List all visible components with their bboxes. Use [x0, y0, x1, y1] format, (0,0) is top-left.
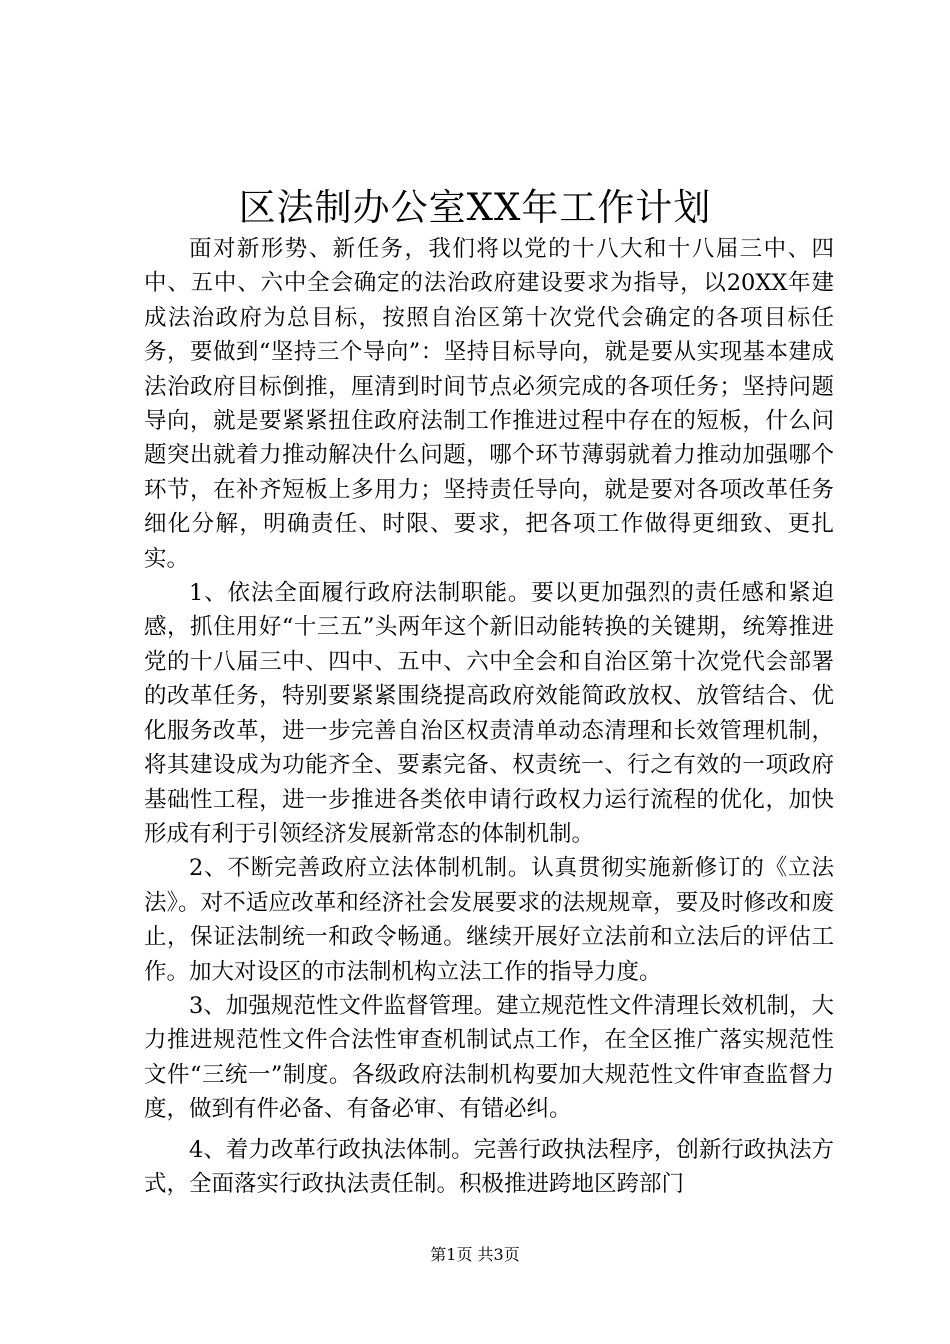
- paragraph-item-1: 1、依法全面履行政府法制职能。要以更加强烈的责任感和紧迫感，抓住用好“十三五”头两年这个新旧动能转换的关键期，统筹推进党的十八届三中、四中、五中、六中全会和自治区第十次党代会部署的改革任务，特别要紧紧围绕提高政府效能简政放权、放管结合、优化服务改革，进一步完善自治区权责清单动态清理和长效管理机制，将其建设成为功能齐全、要素完备、权责统一、行之有效的一项政府基础性工程，进一步推进各类依申请行政权力运行流程的优化，加快形成有利于引领经济发展新常态的体制机制。: [144, 580, 834, 847]
- document-title: 区法制办公室XX年工作计划: [238, 186, 712, 229]
- paragraph-item-4: 4、着力改革行政执法体制。完善行政执法程序，创新行政执法方式，全面落实行政执法责任制。积极推进跨地区跨部门: [144, 1136, 834, 1197]
- paragraph-item-3: 3、加强规范性文件监督管理。建立规范性文件清理长效机制，大力推进规范性文件合法性审查机制试点工作，在全区推广落实规范性文件“三统一”制度。各级政府法制机构要加大规范性文件审查监督力度，做到有件必备、有备必审、有错必纠。: [144, 992, 834, 1123]
- paragraph-item-2: 2、不断完善政府立法体制机制。认真贯彻实施新修订的《立法法》。对不适应改革和经济社会发展要求的法规规章，要及时修改和废止，保证法制统一和政令畅通。继续开展好立法前和立法后的评估工作。加大对设区的市法制机构立法工作的指导力度。: [144, 855, 834, 985]
- page-number-footer: 第1页 共3页: [430, 1245, 520, 1264]
- paragraph-intro: 面对新形势、新任务，我们将以党的十八大和十八届三中、四中、五中、六中全会确定的法治政府建设要求为指导，以20XX年建成法治政府为总目标，按照自治区第十次党代会确定的各项目标任务，要做到“坚持三个导向”：坚持目标导向，就是要从实现基本建成法治政府目标倒推，厘清到时间节点必须完成的各项任务；坚持问题导向，就是要紧紧扭住政府法制工作推进过程中存在的短板，什么问题突出就着力推动解决什么问题，哪个环节薄弱就着力推动加强哪个环节，在补齐短板上多用力；坚持责任导向，就是要对各项改革任务细化分解，明确责任、时限、要求，把各项工作做得更细致、更扎实。: [144, 236, 834, 572]
- document-body: [144, 232, 834, 1201]
